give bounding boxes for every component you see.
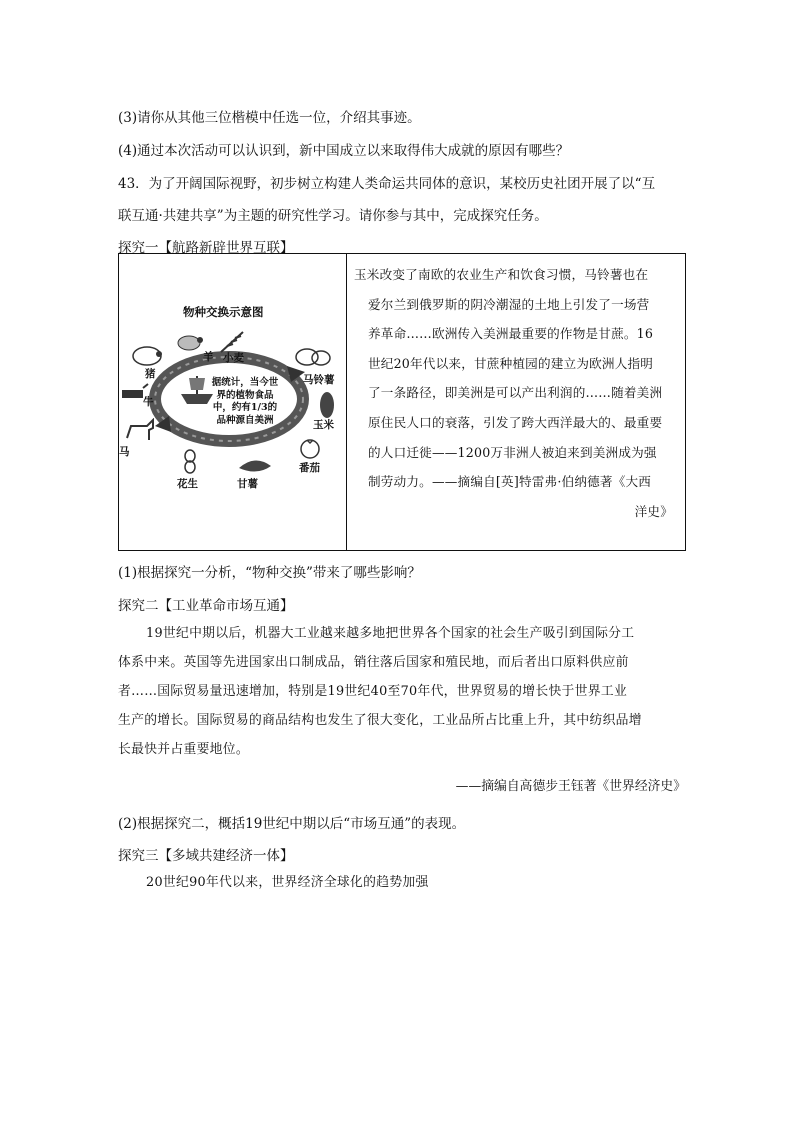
question-4: (4)通过本次活动可以认识到，新中国成立以来取得伟大成就的原因有哪些？ [118,143,570,159]
section-2-paragraph-line: 长最快并占重要地位。 [118,742,249,757]
species-exchange-diagram [119,254,346,550]
diagram-center-note: 据统计，当今世 界的植物食品 中，约有1/3的 品种源自美洲 [211,377,279,426]
label-tomato: 番茄 [299,462,320,474]
label-peanut: 花生 [177,478,198,490]
section-3-paragraph: 20世纪90年代以来，世界经济全球化的趋势加强 [146,875,429,890]
section-2-paragraph-line: 生产的增长。国际贸易的商品结构也发生了很大变化，工业品所占比重上升，其中纺织品增 [118,713,642,728]
box-divider [346,254,347,550]
quote-line: 的人口迁徙——1200万非洲人被迫来到美洲成为强 [368,444,657,460]
question-1: (1)根据探究一分析，“物种交换”带来了哪些影响？ [118,565,421,581]
quote-line: 养革命……欧洲传入美洲最重要的作物是甘蔗。16 [368,326,654,342]
question-43-line-1: 43．为了开阔国际视野，初步树立构建人类命运共同体的意识，某校历史社团开展了以“互 [118,176,656,192]
label-sweet-potato: 甘薯 [237,478,258,490]
corn-icon [315,390,339,420]
quote-line: 原住民人口的衰落，引发了跨大西洋最大的、最重要 [368,414,663,430]
quote-line: 洋史》 [634,503,673,519]
section-1-quote [354,260,679,526]
sweet-potato-icon [237,454,273,476]
label-horse: 马 [119,446,130,458]
question-2: (2)根据探究二，概括19世纪中期以后“市场互通”的表现。 [118,816,466,832]
quote-line: 爱尔兰到俄罗斯的阴冷潮湿的土地上引发了一场营 [368,296,650,312]
section-1-material-box [118,253,686,551]
section-2-heading: 探究二【工业革命市场互通】 [118,598,294,614]
question-3: (3)请你从其他三位楷模中任选一位，介绍其事迹。 [118,110,421,126]
diagram-title: 物种交换示意图 [183,305,264,319]
section-2-paragraph-line: 者……国际贸易量迅速增加，特别是19世纪40至70年代，世界贸易的增长快于世界工业 [118,684,628,699]
label-bull: 牛 [143,396,154,408]
sheep-icon [175,332,205,354]
question-43-line-2: 联互通·共建共享”为主题的研究性学习。请你参与其中，完成探究任务。 [118,208,548,224]
section-2-source: ——摘编自高德步王钰著《世界经济史》 [455,779,686,794]
quote-line: 玉米改变了南欧的农业生产和饮食习惯，马铃薯也在 [354,267,649,282]
section-2-paragraph-line: 体系中来。英国等先进国家出口制成品，销往落后国家和殖民地，而后者出口原料供应前 [118,655,629,670]
section-2-paragraph-line: 19世纪中期以后，机器大工业越来越多地把世界各个国家的社会生产吸引到国际分工 [146,626,635,641]
pig-icon [129,342,165,368]
tomato-icon [295,436,325,460]
label-pig: 猪 [145,368,156,380]
potato-icon [293,344,333,370]
quote-line: 制劳动力。——摘编自[英]特雷弗·伯纳德著《大西 [368,474,652,490]
quote-line: 了一条路径，即美洲是可以产出利润的……随着美洲 [368,385,663,401]
horse-icon [123,418,157,444]
section-1-heading: 探究一【航路新辟世界互联】 [118,240,294,256]
label-potato: 马铃薯 [303,374,335,386]
quote-line: 世纪20年代以来，甘蔗种植园的建立为欧洲人指明 [368,355,654,371]
label-corn: 玉米 [313,419,334,431]
section-3-heading: 探究三【多域共建经济一体】 [118,848,294,864]
label-sheep: 羊 [203,351,214,363]
label-wheat: 小麦 [223,352,244,364]
peanut-icon [177,448,203,474]
